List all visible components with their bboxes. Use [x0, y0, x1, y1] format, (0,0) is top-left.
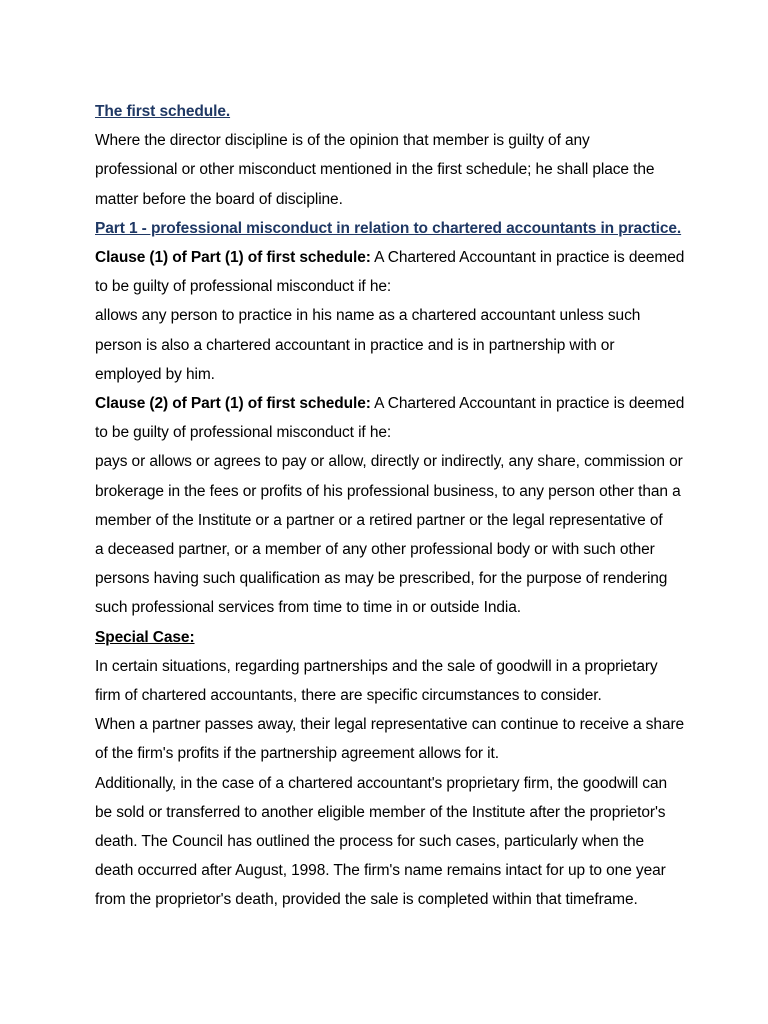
part1-heading: Part 1 - professional misconduct in relation to chartered accountants in practice. — [95, 219, 682, 237]
special-case-line-3: When a partner passes away, their legal representative can continue to receive a share — [95, 716, 685, 734]
special-case-heading: Special Case: — [95, 628, 195, 646]
special-case-line-1: In certain situations, regarding partnerships and the sale of goodwill in a proprietary — [95, 657, 658, 675]
clause2-line-7: persons having such qualification as may be prescribed, for the purpose of rendering — [95, 570, 668, 588]
clause2-line-2: to be guilty of professional misconduct if he: — [95, 424, 392, 442]
clause2-line-4: brokerage in the fees or profits of his professional business, to any person other than a — [95, 482, 681, 500]
intro-line-1: Where the director discipline is of the opinion that member is guilty of any — [95, 132, 590, 150]
clause1-label: Clause (1) of Part (1) of first schedule: — [95, 249, 371, 267]
intro-line-3: matter before the board of discipline. — [95, 190, 343, 208]
clause2-label: Clause (2) of Part (1) of first schedule: — [95, 395, 371, 413]
special-case-line-4: of the firm's profits if the partnership agreement allows for it. — [95, 745, 499, 763]
special-case-line-9: from the proprietor's death, provided the sale is completed within that timeframe. — [95, 891, 638, 909]
clause1-first-line — [95, 243, 734, 272]
clause2-line-3: pays or allows or agrees to pay or allow, directly or indirectly, any share, commission or — [95, 453, 683, 471]
clause1-first-line-text: A Chartered Accountant in practice is deemed — [370, 249, 685, 267]
intro-line-2: professional or other misconduct mentioned in the first schedule; he shall place the — [95, 161, 655, 179]
special-case-line-8: death occurred after August, 1998. The firm's name remains intact for up to one year — [95, 862, 666, 880]
special-case-line-2: firm of chartered accountants, there are specific circumstances to consider. — [95, 687, 602, 705]
special-case-line-6: be sold or transferred to another eligible member of the Institute after the proprietor's — [95, 803, 666, 821]
first-schedule-heading: The first schedule. — [95, 103, 231, 120]
clause1-line-2: to be guilty of professional misconduct if he: — [95, 278, 392, 296]
clause1-line-4: person is also a chartered accountant in practice and is in partnership with or — [95, 336, 615, 354]
clause2-line-8: such professional services from time to time in or outside India. — [95, 599, 521, 617]
clause2-line-6: a deceased partner, or a member of any other professional body or with such other — [95, 541, 655, 559]
clause2-line-5: member of the Institute or a partner or a retired partner or the legal representative of — [95, 511, 663, 529]
clause1-line-3: allows any person to practice in his name as a chartered accountant unless such — [95, 307, 641, 325]
clause2-first-line-text: A Chartered Accountant in practice is deemed — [370, 395, 685, 413]
clause2-first-line — [95, 389, 734, 418]
special-case-line-7: death. The Council has outlined the process for such cases, particularly when the — [95, 833, 645, 851]
special-case-line-5: Additionally, in the case of a chartered accountant's proprietary firm, the goodwill can — [95, 774, 667, 792]
clause1-line-5: employed by him. — [95, 365, 215, 383]
